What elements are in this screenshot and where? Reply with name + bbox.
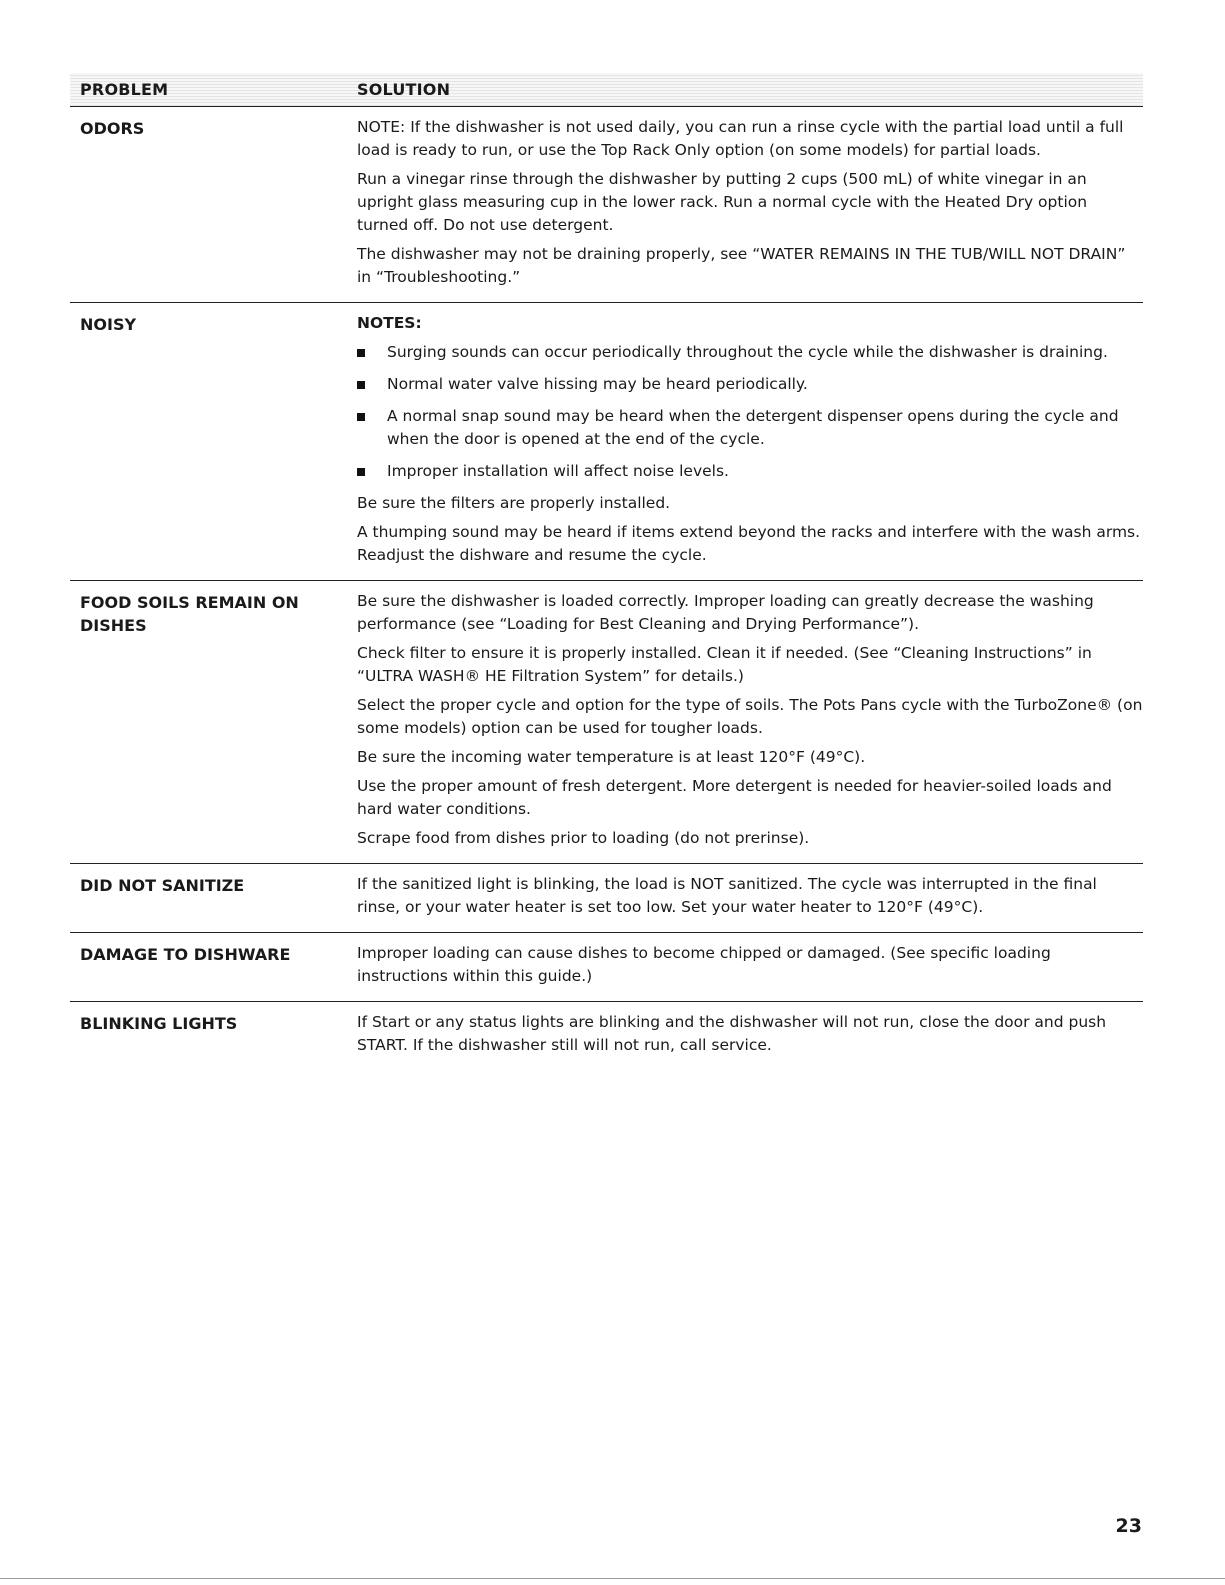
solution-paragraph: Use the proper amount of fresh detergent. More detergent is needed for heavier-soiled loads and hard water conditions.	[357, 777, 1112, 818]
table-row-noisy	[70, 303, 1143, 581]
solution-cell	[357, 303, 1143, 580]
solution-paragraph: Be sure the dishwasher is loaded correctly. Improper loading can greatly decrease the washing performance (see “Loading for Best Cleaning and Drying Performance”).	[357, 592, 1094, 633]
list-item-text: A normal snap sound may be heard when the detergent dispenser opens during the cycle and when the door is opened at the end of the cycle.	[387, 407, 1119, 448]
solution-paragraph: Improper loading can cause dishes to become chipped or damaged. (See specific loading instructions within this guide.)	[357, 944, 1051, 985]
solution-paragraph: A thumping sound may be heard if items extend beyond the racks and interfere with the wash arms. Readjust the dishware and resume the cycle.	[357, 523, 1141, 564]
table-header	[70, 73, 1143, 107]
solution-cell	[357, 864, 1143, 932]
solution-paragraph: Scrape food from dishes prior to loading (do not prerinse).	[357, 829, 810, 847]
list-item-text: Improper installation will affect noise levels.	[387, 462, 729, 480]
solution-paragraph: Check filter to ensure it is properly installed. Clean it if needed. (See “Cleaning Instructions” in “ULTRA WASH® HE Filtration System” for details.)	[357, 644, 1092, 685]
solution-cell	[357, 581, 1143, 863]
table-row-odors	[70, 107, 1143, 303]
problem-label: BLINKING LIGHTS	[80, 1014, 238, 1033]
solution-paragraph: Be sure the filters are properly installed.	[357, 494, 671, 512]
bullet-square-icon	[357, 468, 365, 476]
problem-label: FOOD SOILS REMAIN ON DISHES	[80, 593, 299, 635]
solution-cell	[357, 107, 1143, 302]
solution-cell	[357, 1002, 1143, 1070]
solution-paragraph: Select the proper cycle and option for the type of soils. The Pots Pans cycle with the TurboZone® (on some models) option can be used for tougher loads.	[357, 696, 1143, 737]
troubleshooting-table	[70, 73, 1143, 1070]
table-row-food-soils	[70, 581, 1143, 864]
list-item	[357, 341, 1143, 364]
solution-paragraph: NOTE: If the dishwasher is not used daily, you can run a rinse cycle with the partial load until a full load is ready to run, or use the Top Rack Only option (on some models) for partial loads.	[357, 118, 1124, 159]
bullet-square-icon	[357, 381, 365, 389]
problem-label: DID NOT SANITIZE	[80, 876, 245, 895]
page-edge-divider	[0, 1578, 1225, 1579]
solution-paragraph: If Start or any status lights are blinking and the dishwasher will not run, close the door and push START. If the dishwasher still will not run, call service.	[357, 1013, 1107, 1054]
problem-label: ODORS	[80, 119, 145, 138]
list-item-text: Normal water valve hissing may be heard periodically.	[387, 375, 808, 393]
list-item	[357, 405, 1143, 451]
page-number: 23	[1115, 1515, 1142, 1537]
solution-paragraph: Run a vinegar rinse through the dishwasher by putting 2 cups (500 mL) of white vinegar in an upright glass measuring cup in the lower rack. Run a normal cycle with the Heated Dry option turned off. Do not use detergent.	[357, 170, 1088, 234]
problem-label: NOISY	[80, 315, 137, 334]
list-item	[357, 460, 1143, 483]
notes-heading: NOTES:	[357, 314, 422, 332]
bullet-square-icon	[357, 349, 365, 357]
solution-cell	[357, 933, 1143, 1001]
solution-column-header: SOLUTION	[357, 80, 451, 99]
bullet-square-icon	[357, 413, 365, 421]
solution-paragraph: Be sure the incoming water temperature is at least 120°F (49°C).	[357, 748, 866, 766]
list-item-text: Surging sounds can occur periodically throughout the cycle while the dishwasher is draining.	[387, 343, 1108, 361]
table-row-blinking	[70, 1002, 1143, 1070]
solution-paragraph: The dishwasher may not be draining properly, see “WATER REMAINS IN THE TUB/WILL NOT DRAIN” in “Troubleshooting.”	[357, 245, 1126, 286]
list-item	[357, 373, 1143, 396]
table-row-damage	[70, 933, 1143, 1002]
problem-label: DAMAGE TO DISHWARE	[80, 945, 291, 964]
table-row-sanitize	[70, 864, 1143, 933]
problem-column-header: PROBLEM	[80, 80, 169, 99]
solution-paragraph: If the sanitized light is blinking, the load is NOT sanitized. The cycle was interrupted in the final rinse, or your water heater is set too low. Set your water heater to 120°F (49°C).	[357, 875, 1097, 916]
